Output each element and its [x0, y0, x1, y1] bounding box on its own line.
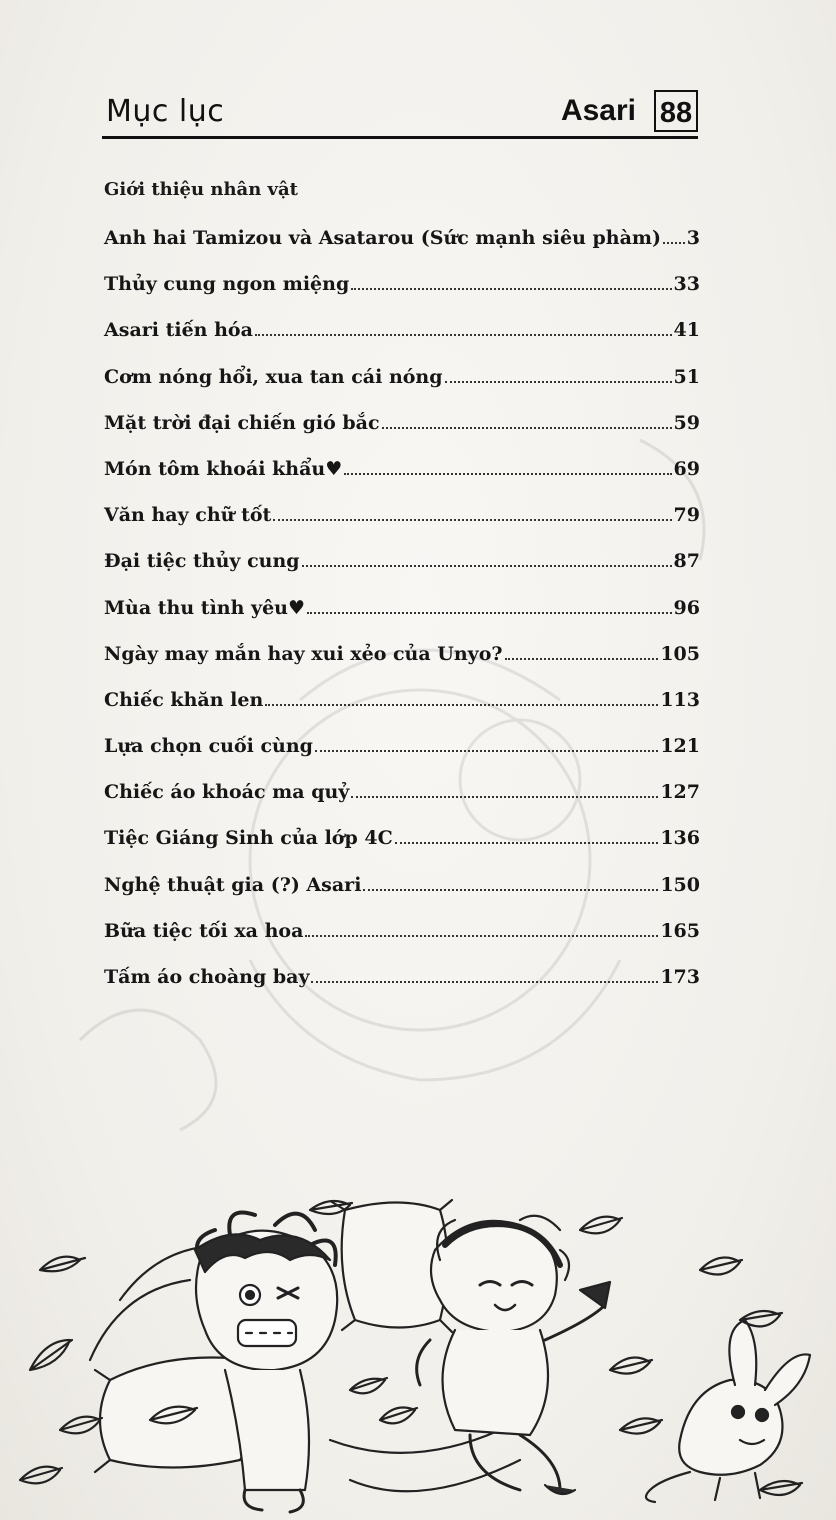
- toc-entry-title: Bữa tiệc tối xa hoa: [104, 919, 304, 942]
- toc-entry-title: Đại tiệc thủy cung: [104, 550, 300, 573]
- toc-entry: [104, 635, 700, 681]
- toc-entry: [104, 681, 700, 727]
- toc-entry-title: Chiếc khăn len: [104, 688, 264, 711]
- toc-entry-title: Món tôm khoái khẩu♥: [104, 457, 343, 480]
- toc-entry-page: 136: [660, 827, 700, 850]
- toc-entry: [104, 912, 700, 958]
- toc-entry-page: 87: [673, 550, 700, 573]
- toc-leader-dots: [344, 472, 671, 475]
- toc-entry-title: Lựa chọn cuối cùng: [104, 735, 313, 758]
- toc-entry: [104, 219, 700, 265]
- toc-leader-dots: [255, 333, 672, 336]
- toc-entry-page: 69: [673, 457, 700, 480]
- toc-entry-page: 79: [673, 504, 700, 527]
- toc-entry: [104, 819, 700, 865]
- toc-entry-title: Asari tiến hóa: [104, 319, 253, 342]
- toc-leader-dots: [445, 380, 672, 383]
- table-of-contents: [104, 219, 700, 1004]
- toc-entry-page: 127: [660, 781, 700, 804]
- toc-entry: [104, 311, 700, 357]
- toc-leader-dots: [351, 287, 671, 290]
- toc-leader-dots: [315, 749, 658, 752]
- toc-entry-page: 121: [660, 735, 700, 758]
- pillow-fight-illustration: [0, 1190, 836, 1520]
- toc-entry-title: Tiệc Giáng Sinh của lớp 4C: [104, 827, 393, 850]
- toc-intro-entry: Giới thiệu nhân vật: [104, 179, 298, 200]
- toc-entry-title: Anh hai Tamizou và Asatarou (Sức mạnh siêu phàm): [104, 227, 662, 249]
- toc-entry: [104, 450, 700, 496]
- toc-entry-page: 59: [673, 411, 700, 434]
- toc-entry: [104, 542, 700, 588]
- toc-entry: [104, 866, 700, 912]
- toc-entry-page: 51: [673, 365, 700, 388]
- toc-leader-dots: [307, 611, 672, 614]
- toc-entry: [104, 265, 700, 311]
- toc-entry-page: 173: [660, 966, 700, 988]
- toc-leader-dots: [395, 841, 659, 844]
- toc-leader-dots: [265, 703, 658, 706]
- toc-entry-page: 105: [660, 642, 700, 665]
- toc-leader-dots: [311, 980, 658, 983]
- toc-entry-page: 150: [660, 873, 700, 896]
- toc-leader-dots: [273, 518, 671, 521]
- toc-leader-dots: [363, 888, 658, 891]
- toc-entry-page: 33: [673, 273, 700, 296]
- page-title: Mục lục: [106, 94, 225, 129]
- toc-entry: [104, 358, 700, 404]
- toc-entry: [104, 404, 700, 450]
- series-name: Asari: [560, 94, 636, 127]
- toc-entry-page: 3: [686, 227, 700, 249]
- toc-leader-dots: [382, 426, 672, 429]
- toc-leader-dots: [663, 241, 685, 244]
- toc-entry: [104, 496, 700, 542]
- toc-entry-title: Chiếc áo khoác ma quỷ: [104, 781, 350, 804]
- toc-entry-page: 113: [660, 688, 700, 711]
- toc-entry: [104, 727, 700, 773]
- toc-entry-title: Thủy cung ngon miệng: [104, 273, 350, 296]
- toc-entry-title: Mùa thu tình yêu♥: [104, 596, 306, 619]
- volume-badge: 88: [654, 90, 698, 132]
- toc-entry: [104, 773, 700, 819]
- toc-entry: [104, 589, 700, 635]
- toc-leader-dots: [505, 657, 659, 660]
- toc-leader-dots: [302, 564, 672, 567]
- toc-entry-page: 165: [660, 919, 700, 942]
- header-divider: [102, 136, 698, 139]
- toc-entry: [104, 958, 700, 1004]
- toc-entry-page: 41: [673, 319, 700, 342]
- toc-leader-dots: [351, 795, 658, 798]
- toc-entry-title: Nghệ thuật gia (?) Asari: [104, 873, 362, 896]
- page-header: [102, 88, 698, 140]
- toc-leader-dots: [305, 934, 658, 937]
- toc-entry-title: Văn hay chữ tốt: [104, 504, 272, 527]
- toc-entry-title: Tấm áo choàng bay: [104, 966, 310, 988]
- toc-entry-title: Ngày may mắn hay xui xẻo của Unyo?: [104, 642, 503, 665]
- toc-entry-page: 96: [673, 596, 700, 619]
- toc-entry-title: Mặt trời đại chiến gió bắc: [104, 411, 380, 434]
- toc-entry-title: Cơm nóng hổi, xua tan cái nóng: [104, 365, 443, 388]
